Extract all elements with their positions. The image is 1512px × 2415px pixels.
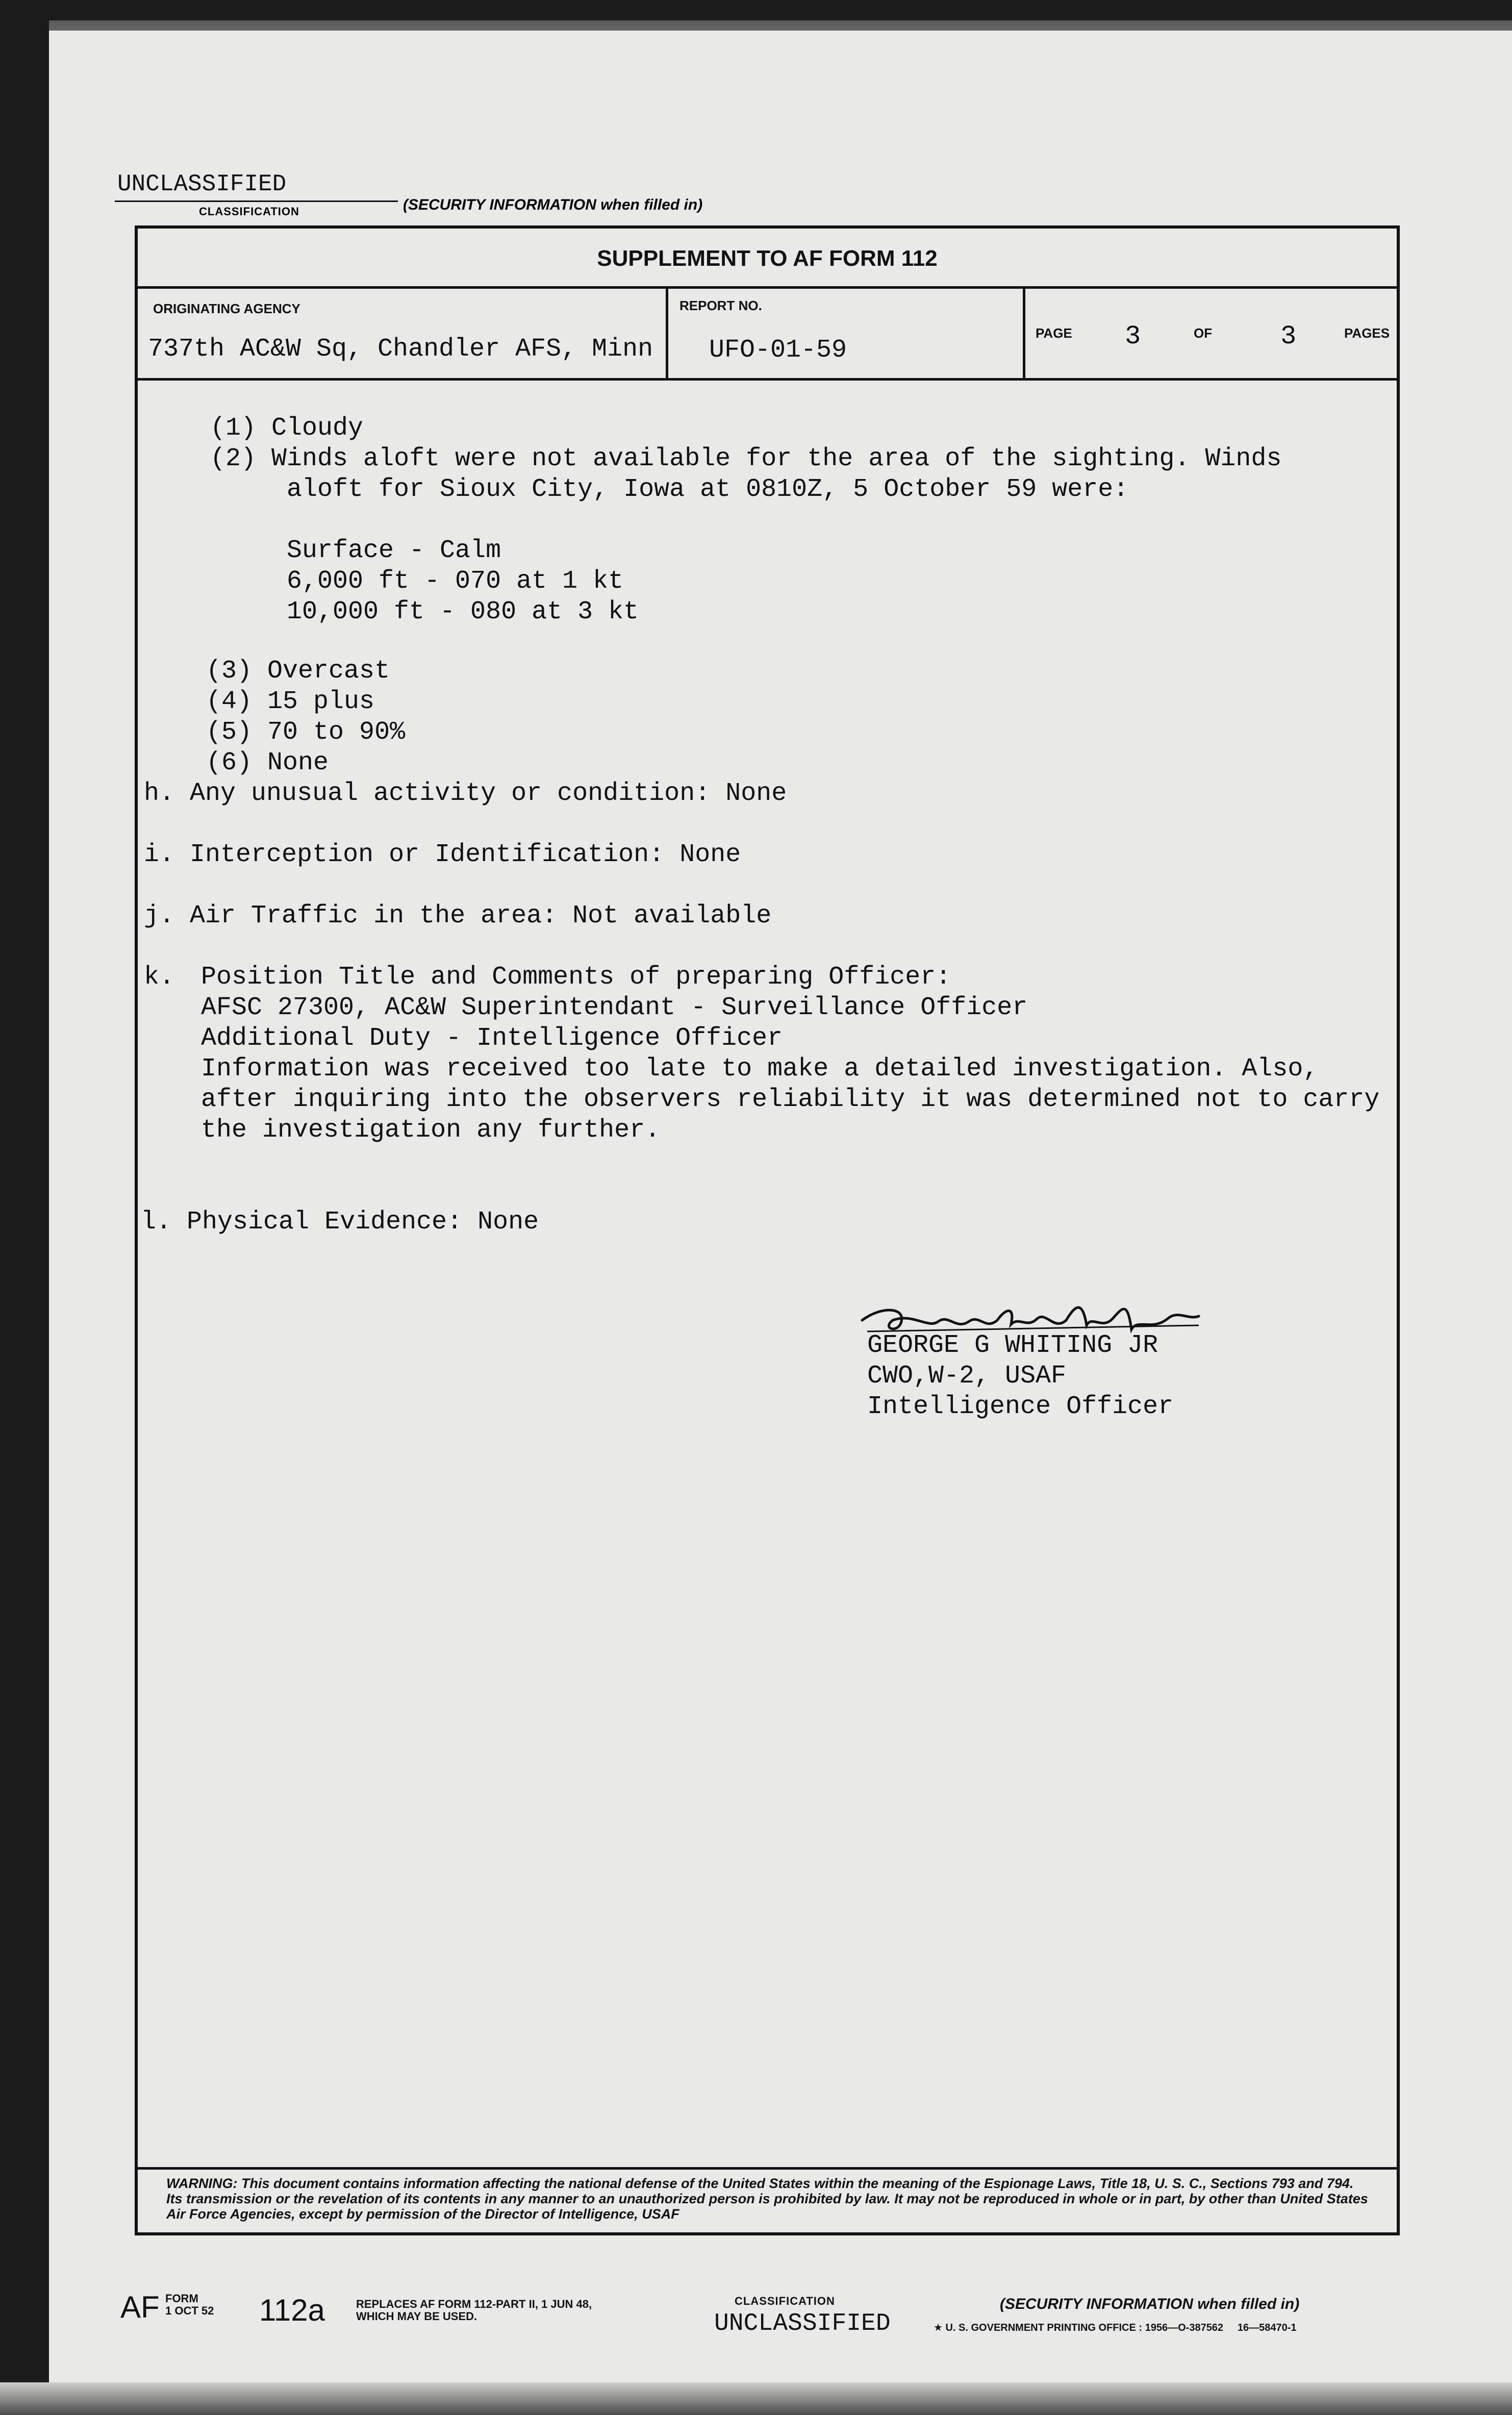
form-header-row [138, 289, 1397, 381]
footer-form-number: 112a [259, 2293, 325, 2327]
page-cell [1025, 289, 1397, 378]
pages-label: PAGES [1344, 325, 1390, 341]
originating-agency-value: 737th AC&W Sq, Chandler AFS, Minn [148, 335, 653, 364]
section-letter: l. [141, 1208, 172, 1237]
section-j [144, 901, 771, 932]
security-info-top: (SECURITY INFORMATION when filled in) [403, 196, 703, 213]
section-text: Interception or Identification: None [190, 840, 741, 869]
of-label: OF [1194, 325, 1213, 341]
section-i [144, 840, 741, 870]
section-letter: h. [144, 779, 175, 808]
list-item: (2) Winds aloft were not available for the area of the sighting. Winds [210, 444, 1282, 473]
section-text: Any unusual activity or condition: None [190, 779, 787, 808]
page-label: PAGE [1036, 325, 1072, 341]
section-k-line: the investigation any further. [201, 1116, 661, 1145]
warning-text: WARNING: This document contains information affecting the national defense of the United States within the meaning of the Espionage Laws, Title 18, U. S. C., Sections 793 and 794. Its transmission or the revelation of its contents in any manner to an unauthorized person is prohibited by law. It may not be reproduced in whole or in part, by other than United States Air Force Agencies, except by permission of the Director of Intelligence, USAF [166, 2176, 1368, 2222]
weather-list-2 [206, 656, 405, 778]
section-k-line: AFSC 27300, AC&W Superintendant - Surveillance Officer [201, 993, 1028, 1022]
form-frame [135, 225, 1400, 2235]
pages-total: 3 [1280, 321, 1297, 351]
list-item: (3) Overcast [206, 657, 390, 686]
winds-row: 10,000 ft - 080 at 3 kt [287, 597, 639, 626]
footer-replaces: REPLACES AF FORM 112-PART II, 1 JUN 48, WHICH MAY BE USED. [356, 2298, 592, 2323]
list-item: (5) 70 to 90% [206, 718, 406, 747]
footer-printing-office: ★ U. S. GOVERNMENT PRINTING OFFICE : 1956—O-387562 16—58470-1 [934, 2322, 1297, 2333]
originating-agency-cell [138, 289, 668, 378]
classification-label-top: CLASSIFICATION [199, 205, 299, 218]
originating-agency-label: ORIGINATING AGENCY [153, 301, 300, 316]
weather-list-1 [210, 413, 1281, 505]
page-number: 3 [1125, 321, 1141, 351]
signer-rank: CWO,W-2, USAF [867, 1362, 1067, 1391]
footer-classification: UNCLASSIFIED [714, 2310, 891, 2337]
signer-name: GEORGE G WHITING JR [867, 1331, 1158, 1360]
classification-top: UNCLASSIFIED [117, 171, 287, 197]
footer-af: AF [120, 2290, 160, 2324]
footer-form-date: FORM 1 OCT 52 [165, 2292, 214, 2317]
signature-block [867, 1330, 1173, 1422]
section-k-letter: k. [144, 963, 175, 992]
section-k-line: Information was received too late to make a detailed investigation. Also, [201, 1054, 1319, 1084]
section-text: Air Traffic in the area: Not available [190, 901, 772, 930]
section-letter: j. [144, 901, 175, 930]
list-item: (6) None [206, 748, 329, 777]
warning-box [138, 2167, 1397, 2232]
report-no-label: REPORT NO. [679, 298, 762, 313]
section-k-line: Position Title and Comments of preparing Officer: [201, 963, 951, 992]
section-h [144, 778, 787, 809]
report-no-value: UFO-01-59 [709, 336, 847, 365]
list-item: (4) 15 plus [206, 687, 375, 716]
winds-line-2: aloft for Sioux City, Iowa at 0810Z, 5 October 59 were: [287, 475, 1129, 504]
section-k [201, 962, 1379, 1146]
section-letter: i. [144, 840, 175, 869]
section-k-line: Additional Duty - Intelligence Officer [201, 1024, 783, 1053]
classification-underline [115, 200, 398, 202]
winds-table [287, 536, 639, 627]
footer-classification-label: CLASSIFICATION [735, 2295, 835, 2307]
winds-row: 6,000 ft - 070 at 1 kt [287, 567, 624, 596]
list-item: (1) Cloudy [210, 414, 364, 443]
section-text: Physical Evidence: None [187, 1208, 539, 1237]
scan-bottom-edge [0, 2382, 1512, 2415]
signer-title: Intelligence Officer [867, 1392, 1174, 1421]
form-title: SUPPLEMENT TO AF FORM 112 [138, 229, 1397, 289]
section-l [141, 1207, 539, 1238]
winds-row: Surface - Calm [287, 536, 501, 565]
footer-security-info: (SECURITY INFORMATION when filled in) [1000, 2296, 1300, 2312]
section-k-line: after inquiring into the observers reliability it was determined not to carry [201, 1085, 1380, 1114]
report-no-cell [668, 289, 1025, 378]
